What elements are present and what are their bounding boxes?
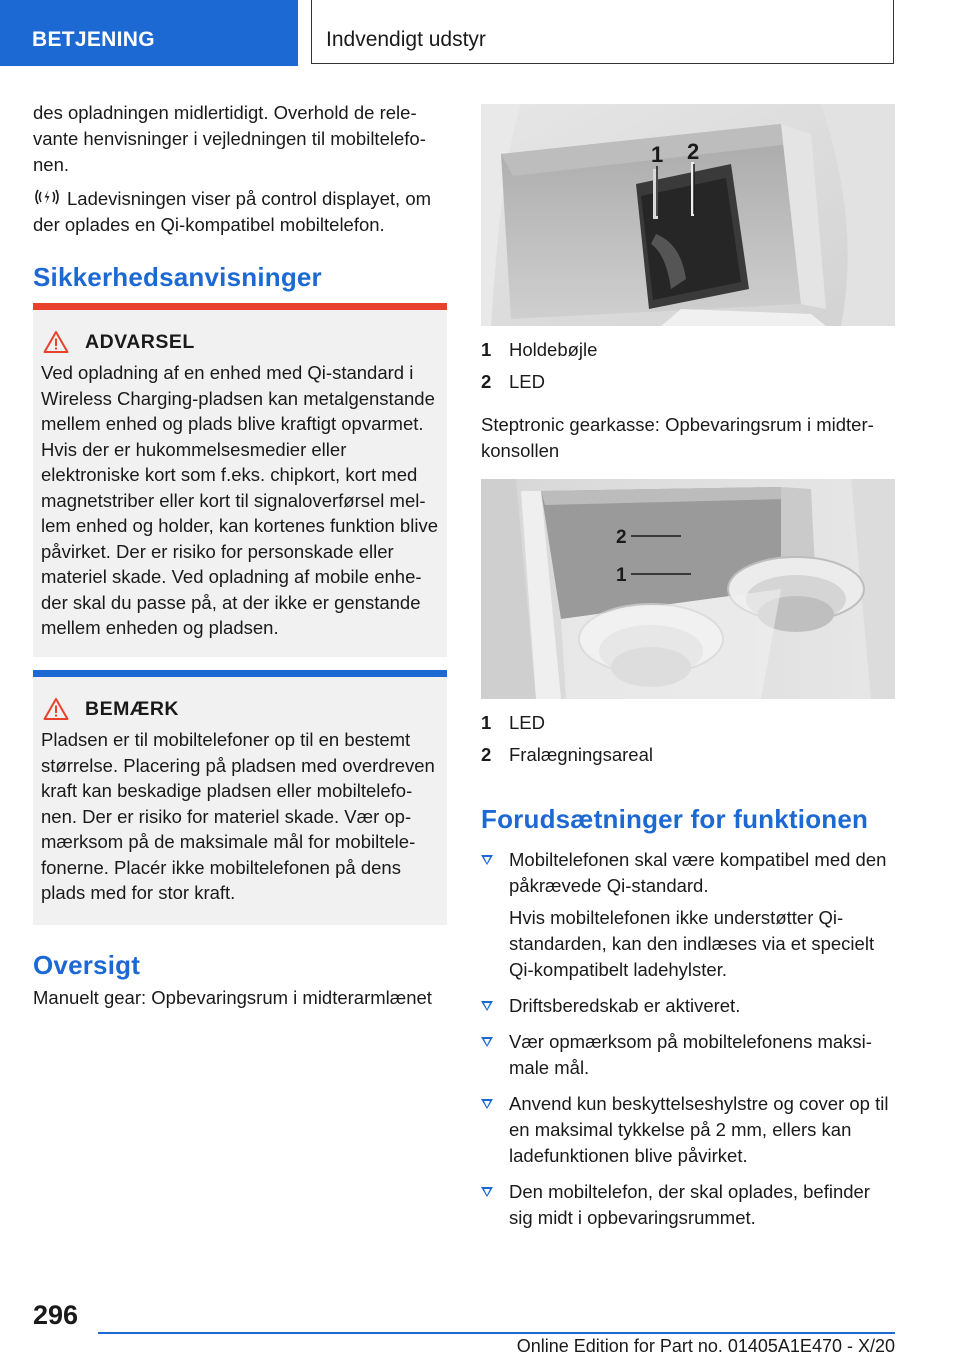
notice-bar: [33, 670, 447, 677]
warning-text: Ved opladning af en enhed med Qi-standard i Wireless Charging-pladsen kan metalgenstande mellem enhed og plads blive kraftigt opvarmet. Hvis der er hukommelsesmedier eller elektroniske kort som f.eks. chipkort, kort med magnetstriber eller kort til signaloverførsel mellem enhed og holder, kan kortenes funktion blive påvirket. Der er risiko for personskade eller materiel skade. Ved opladning af mobile enheder skal du passe på, at der ikke er genstande mellem enheden og pladsen.: [41, 362, 438, 638]
overview-heading: Oversigt: [33, 950, 141, 980]
warning-bar: [33, 303, 447, 310]
figure1-label-2: 2: [687, 139, 700, 164]
header-chapter-label: Indvendigt udstyr: [326, 28, 486, 51]
figure1-label-1: 1: [651, 142, 664, 167]
notice-title: BEMÆRK: [85, 697, 179, 720]
header-chapter-box: [311, 0, 894, 64]
notice-callout: [33, 670, 447, 925]
armrest-storage-figure: [481, 104, 895, 326]
charge-note-paragraph: [33, 186, 447, 238]
warning-title: ADVARSEL: [85, 330, 195, 353]
legend-item: [481, 707, 895, 739]
legend-item: [481, 366, 895, 398]
requirement-text: Anvend kun beskyttelseshylstre og cover op til en maksimal tykkelse på 2 mm, ellers kan ladefunktionen blive påvirket.: [509, 1093, 889, 1166]
bullet-triangle-icon: [481, 1187, 493, 1197]
list-item: [481, 993, 895, 1019]
bullet-triangle-icon: [481, 855, 493, 865]
footer-edition: Online Edition for Part no. 01405A1E470 - X/20: [516, 1336, 895, 1356]
left-column-top: [33, 100, 447, 293]
legend-text: LED: [509, 371, 545, 392]
figure2-legend: [481, 707, 895, 771]
console-storage-figure: [481, 479, 895, 699]
list-item: [481, 1091, 895, 1169]
list-item: [481, 1029, 895, 1081]
requirement-subtext: Hvis mobiltelefonen ikke understøtter Qi-standarden, kan den indlæses via et specielt Qi-kompatibelt ladehylster.: [509, 907, 875, 980]
overview-text: Manuelt gear: Opbevaringsrum i midterarmlænet: [33, 987, 432, 1008]
bullet-triangle-icon: [481, 1037, 493, 1047]
requirements-heading: Forudsætninger for funktionen: [481, 804, 869, 834]
wireless-charging-icon: [33, 187, 61, 207]
list-item: [481, 847, 895, 983]
page-number: 296: [33, 1300, 79, 1330]
legend-item: [481, 334, 895, 366]
warning-callout: [33, 303, 447, 657]
legend-text: LED: [509, 712, 545, 733]
requirements-block: [481, 804, 895, 1241]
legend-number: 1: [481, 339, 492, 360]
requirements-list: [481, 847, 895, 1231]
list-item: [481, 1179, 895, 1231]
overview-block: [33, 950, 447, 1011]
figure1-legend: [481, 334, 895, 398]
footer-divider: [98, 1332, 895, 1334]
bullet-triangle-icon: [481, 1099, 493, 1109]
bullet-triangle-icon: [481, 1001, 493, 1011]
charge-note-text: Ladevisningen viser på control displayet, om der oplades en Qi-kompatibel mobiltelefon.: [33, 188, 432, 235]
legend-number: 1: [481, 712, 492, 733]
notice-triangle-icon: [43, 697, 69, 721]
notice-text: Pladsen er til mobiltelefoner op til en bestemt størrelse. Placering på pladsen med overdreven kraft kan beskadige pladsen eller mobiltelefonen. Der er risiko for materiel skade. Vær opmærksom på de maksimale mål for mobiltelefonerne. Placér ikke mobiltelefonen på dens plads med for stor kraft.: [41, 729, 435, 903]
warning-triangle-icon: [43, 330, 69, 354]
figure2-label-2: 2: [616, 527, 627, 548]
steptronic-text: Steptronic gearkasse: Opbevaringsrum i midterkonsollen: [481, 414, 874, 461]
requirement-text: Den mobiltelefon, der skal oplades, befinder sig midt i opbevaringsrummet.: [509, 1181, 870, 1228]
intro-paragraph: des opladningen midlertidigt. Overhold de relevante henvisninger i vejledningen til mobiltelefonen.: [33, 102, 426, 175]
legend-text: Fralægningsareal: [509, 744, 653, 765]
requirement-text: Vær opmærksom på mobiltelefonens maksimale mål.: [509, 1031, 872, 1078]
legend-number: 2: [481, 744, 492, 765]
legend-item: [481, 739, 895, 771]
header-section-label: BETJENING: [32, 28, 155, 51]
legend-number: 2: [481, 371, 492, 392]
header-section-tab: [0, 0, 298, 66]
requirement-text: Mobiltelefonen skal være kompatibel med den påkrævede Qi-standard.: [509, 849, 887, 896]
legend-text: Holdebøjle: [509, 339, 598, 360]
steptronic-block: [481, 412, 895, 464]
figure2-label-1: 1: [616, 565, 627, 586]
safety-heading: Sikkerhedsanvisninger: [33, 262, 322, 292]
requirement-text: Driftsberedskab er aktiveret.: [509, 995, 741, 1016]
